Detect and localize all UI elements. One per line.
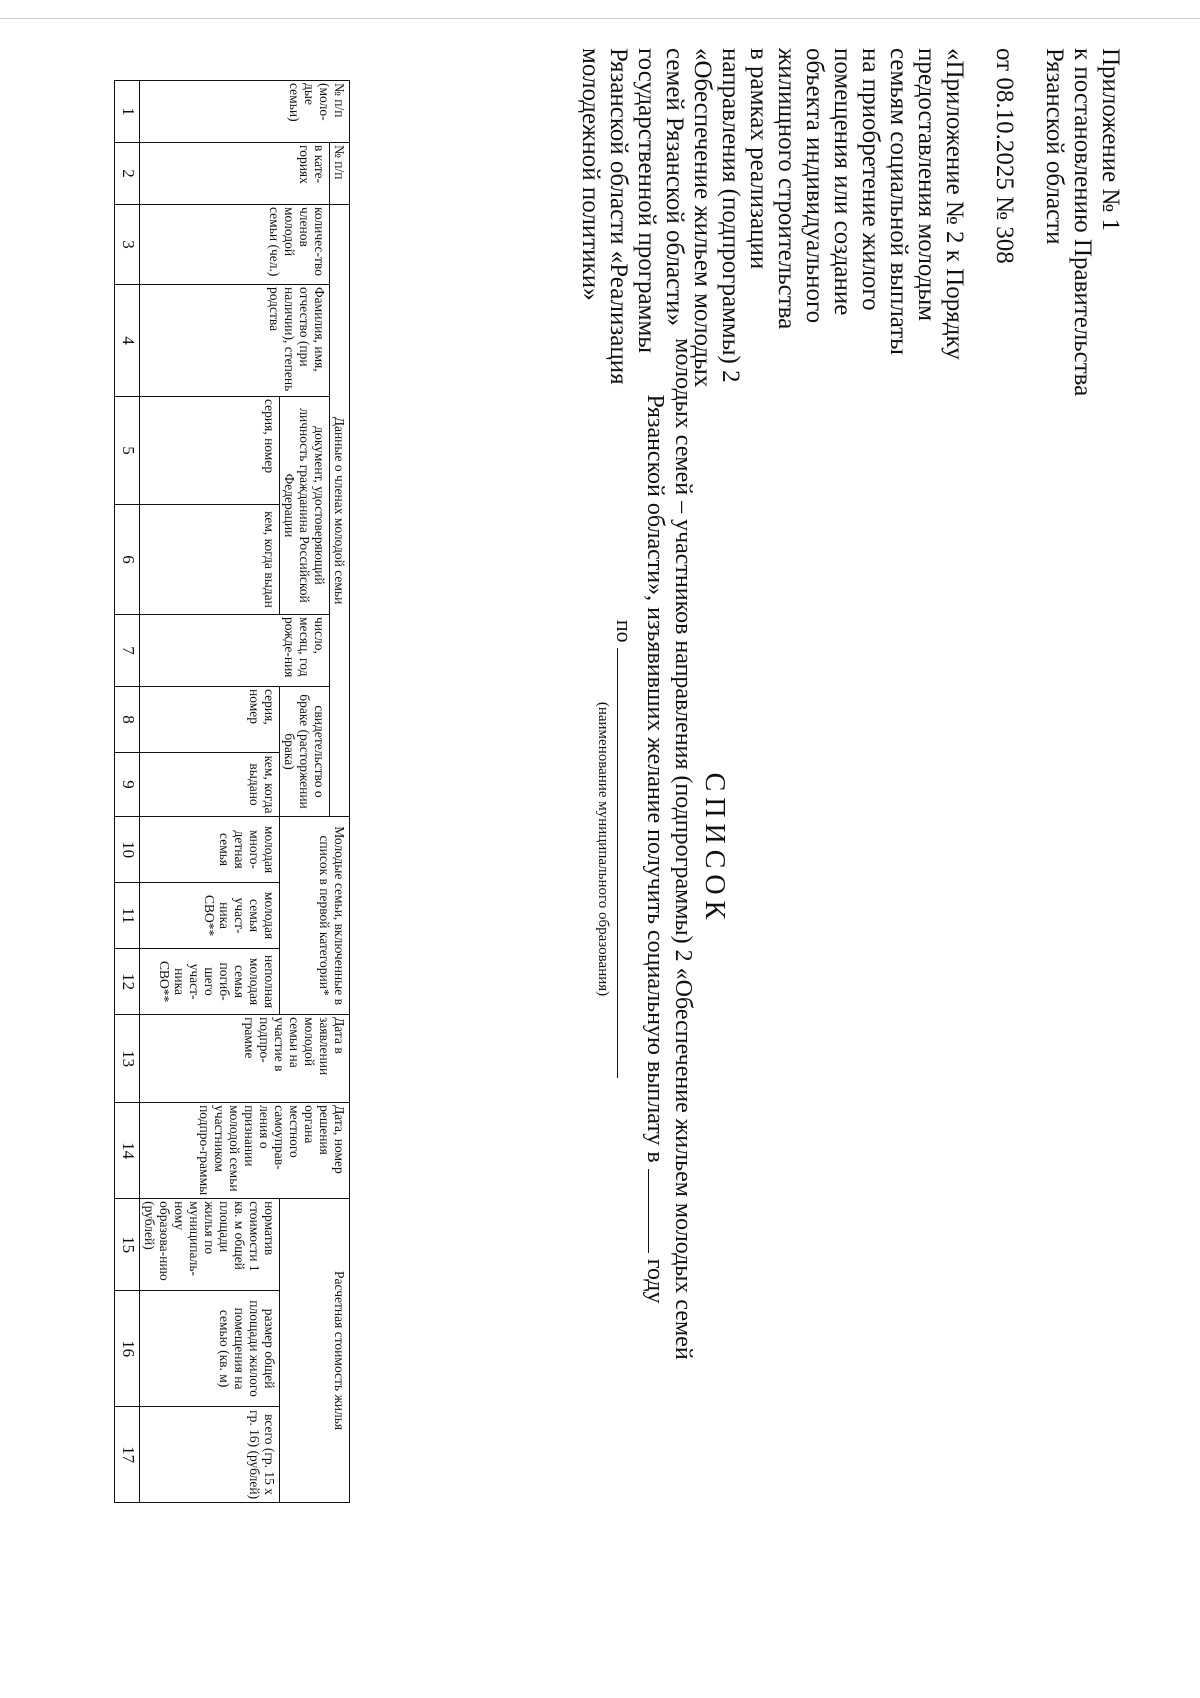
header-col-2-bottom: в кате-гориях bbox=[140, 143, 330, 205]
appendix-quote-line: жилищного строительства bbox=[773, 48, 800, 330]
po-label: по bbox=[612, 619, 637, 643]
column-number: 17 bbox=[115, 1407, 140, 1503]
header-large-family: молодая много-детная семья bbox=[140, 817, 280, 883]
title-line-2-text: Рязанской области», изъявивших желание получить социальную выплату в bbox=[642, 394, 668, 1163]
column-number: 10 bbox=[115, 817, 140, 883]
header-member-count: количес-тво членов молодой семьи (чел.) bbox=[140, 205, 330, 285]
families-list-table bbox=[114, 80, 350, 1503]
appendix-quote-line: молодежной политики» bbox=[577, 48, 604, 301]
column-number: 1 bbox=[115, 81, 140, 143]
appendix-quote-line: Рязанской области «Реализация bbox=[605, 48, 632, 385]
header-marriage-series: серия, номер bbox=[140, 687, 280, 753]
appendix-quote-line: предоставления молодым bbox=[913, 48, 940, 322]
column-number: 13 bbox=[115, 1015, 140, 1103]
header-first-category: Молодые семьи, включенные в список в первой категории* bbox=[280, 817, 350, 1015]
header-svo-family: молодая семья участ-ника СВО** bbox=[140, 883, 280, 949]
header-incomplete-family: неполная молодая семья погиб-шего участ-ника СВО** bbox=[140, 949, 280, 1015]
column-number: 5 bbox=[115, 397, 140, 505]
column-number: 15 bbox=[115, 1199, 140, 1291]
header-doc-series: серия, номер bbox=[140, 397, 280, 505]
header-decision: Дата, номер решения органа местного самоуправ-ления о признании молодой семьи участником подпро-граммы bbox=[140, 1103, 350, 1199]
appendix-quote-line: направления (подпрограммы) 2 bbox=[717, 48, 744, 383]
column-number: 2 bbox=[115, 143, 140, 205]
header-col-2-top: № п/п bbox=[330, 143, 350, 205]
header-area: размер общей площади жилого помещения на семью (кв. м) bbox=[140, 1291, 280, 1407]
title-line-1: молодых семей – участников направления (подпрограммы) 2 «Обеспечение жильем молодых семей bbox=[670, 338, 696, 1360]
column-number: 8 bbox=[115, 687, 140, 753]
appendix-number: Приложение № 1 bbox=[1097, 48, 1124, 232]
appendix-quote-line: семьям социальной выплаты bbox=[885, 48, 912, 355]
column-number: 9 bbox=[115, 753, 140, 817]
appendix-quote-line: объекта индивидуального bbox=[801, 48, 828, 324]
column-number: 16 bbox=[115, 1291, 140, 1407]
column-number: 6 bbox=[115, 505, 140, 615]
appendix-region: Рязанской области bbox=[1041, 48, 1068, 245]
header-norm-cost: норматив стоимости 1 кв. м общей площади жилья по муниципаль-ному образова-нию (рублей) bbox=[140, 1199, 280, 1291]
appendix-quote-line: «Приложение № 2 к Порядку bbox=[941, 48, 968, 360]
municipality-blank-field[interactable] bbox=[617, 648, 636, 1078]
header-birth-date: число, месяц, год рожде-ния bbox=[140, 615, 330, 687]
header-cost: Расчетная стоимость жилья bbox=[280, 1199, 350, 1503]
appendix-date-number: от 08.10.2025 № 308 bbox=[991, 48, 1018, 264]
appendix-quote-line: семей Рязанской области» bbox=[661, 48, 688, 327]
header-doc-issued: кем, когда выдан bbox=[140, 505, 280, 615]
municipality-line bbox=[611, 0, 637, 1698]
column-number: 7 bbox=[115, 615, 140, 687]
title-line-2 bbox=[641, 0, 669, 1698]
header-fio: Фамилия, имя, отчество (при наличии), степень родства bbox=[140, 285, 330, 397]
column-number: 14 bbox=[115, 1103, 140, 1199]
header-date-application: Дата в заявлении молодой семьи на участие в подпро-грамме bbox=[140, 1015, 350, 1103]
appendix-quote-line: помещения или создание bbox=[829, 48, 856, 316]
document-title: СПИСОК bbox=[699, 772, 730, 926]
header-identity-document: документ, удостоверяющий личность гражданина Российской Федерации bbox=[280, 397, 330, 615]
header-family-data: Данные о членах молодой семьи bbox=[330, 205, 350, 817]
header-col-1: № п/п (моло-дые семьи) bbox=[140, 81, 350, 143]
appendix-to-resolution: к постановлению Правительства bbox=[1069, 48, 1096, 397]
column-number: 4 bbox=[115, 285, 140, 397]
year-blank-field[interactable] bbox=[648, 1169, 669, 1253]
header-marriage-issued: кем, когда выдано bbox=[140, 753, 280, 817]
column-numbers-row bbox=[115, 81, 140, 1503]
column-number: 3 bbox=[115, 205, 140, 285]
header-total: всего (гр. 15 х гр. 16) (рублей) bbox=[140, 1407, 280, 1503]
header-row-1 bbox=[330, 81, 350, 1503]
column-number: 11 bbox=[115, 883, 140, 949]
appendix-quote-line: «Обеспечение жильем молодых bbox=[689, 48, 716, 388]
appendix-quote-line: в рамках реализации bbox=[745, 48, 772, 270]
appendix-quote-line: государственной программы bbox=[633, 48, 660, 354]
municipality-caption: (наименование муниципального образования) bbox=[595, 701, 611, 997]
title-line-2-year-word: году bbox=[642, 1258, 668, 1304]
document-title-block bbox=[595, 0, 730, 1698]
column-number: 12 bbox=[115, 949, 140, 1015]
header-marriage-certificate: свидетельство о браке (расторжении брака) bbox=[280, 687, 330, 817]
appendix-quote-line: на приобретение жилого bbox=[857, 48, 884, 311]
